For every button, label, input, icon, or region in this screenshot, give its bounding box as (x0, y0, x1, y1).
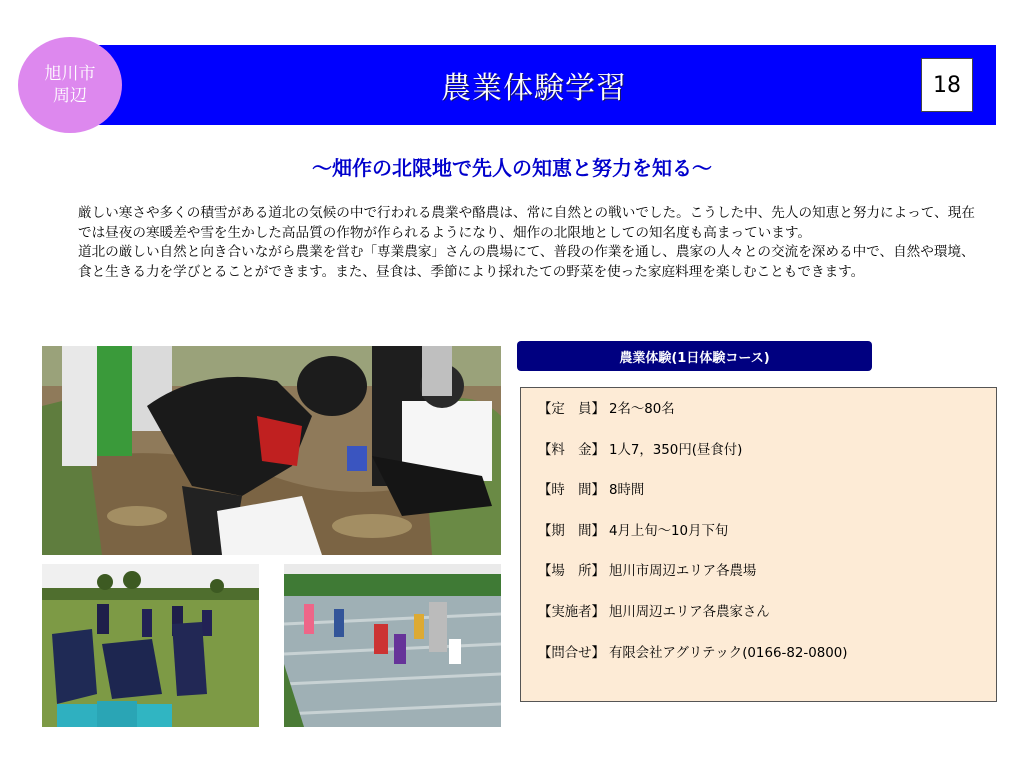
photo-field-group (42, 564, 259, 727)
info-value-capacity: 2名～80名 (608, 402, 675, 417)
page-title: 農業体験学習 (441, 71, 627, 106)
info-row-capacity (538, 398, 996, 439)
info-label-period: 【期 間】 (538, 523, 605, 539)
info-label-fee: 【料 金】 (538, 442, 605, 458)
intro-paragraph-2: 道北の厳しい自然と向き合いながら農業を営む「専業農家」さんの農場にて、普段の作業を通し、農家の人々との交流を深める中で、自然や環境、食と生きる力を学びとることができます。また、昼食は、季節により採れたての野菜を使った家庭料理を楽しむこともできます。 (78, 244, 975, 280)
course-header: 農業体験(1日体験コース) (517, 341, 872, 371)
info-row-fee (538, 439, 996, 480)
info-value-contact: 有限会社アグリテック(0166-82-0800) (608, 645, 848, 661)
info-row-location (538, 560, 996, 601)
info-value-fee: 1人7，350円(昼食付) (608, 442, 743, 458)
page-number: 18 (921, 58, 973, 112)
info-value-duration: 8時間 (608, 483, 645, 499)
photo-rice-paddy (284, 564, 501, 727)
info-row-operator (538, 601, 996, 642)
intro-text (78, 204, 983, 282)
course-info-box (520, 387, 997, 702)
title-bar (72, 45, 996, 125)
info-label-capacity: 【定 員】 (538, 402, 605, 417)
info-label-location: 【場 所】 (538, 564, 605, 580)
info-label-operator: 【実施者】 (538, 604, 605, 620)
info-value-location: 旭川市周辺エリア各農場 (608, 564, 757, 580)
intro-paragraph-1: 厳しい寒さや多くの積雪がある道北の気候の中で行われる農業や酪農は、常に自然との戦いでした。こうした中、先人の知恵と努力によって、現在では昼夜の寒暖差や雪を生かした高品質の作物が作られるようになり、畑作の北限地としての知名度も高まっています。 (78, 205, 975, 241)
area-badge (18, 37, 122, 133)
area-badge-line2: 周辺 (53, 86, 87, 106)
info-row-contact (538, 642, 996, 683)
info-row-period (538, 520, 996, 561)
photo-potato-harvest (42, 346, 501, 555)
info-value-period: 4月上旬～10月下旬 (608, 523, 729, 539)
area-badge-line1: 旭川市 (44, 64, 96, 84)
info-value-operator: 旭川周辺エリア各農家さん (608, 604, 770, 620)
info-row-duration (538, 479, 996, 520)
subtitle: ～畑作の北限地で先人の知恵と努力を知る～ (312, 156, 712, 180)
info-label-contact: 【問合せ】 (538, 645, 605, 661)
info-label-duration: 【時 間】 (538, 483, 605, 499)
